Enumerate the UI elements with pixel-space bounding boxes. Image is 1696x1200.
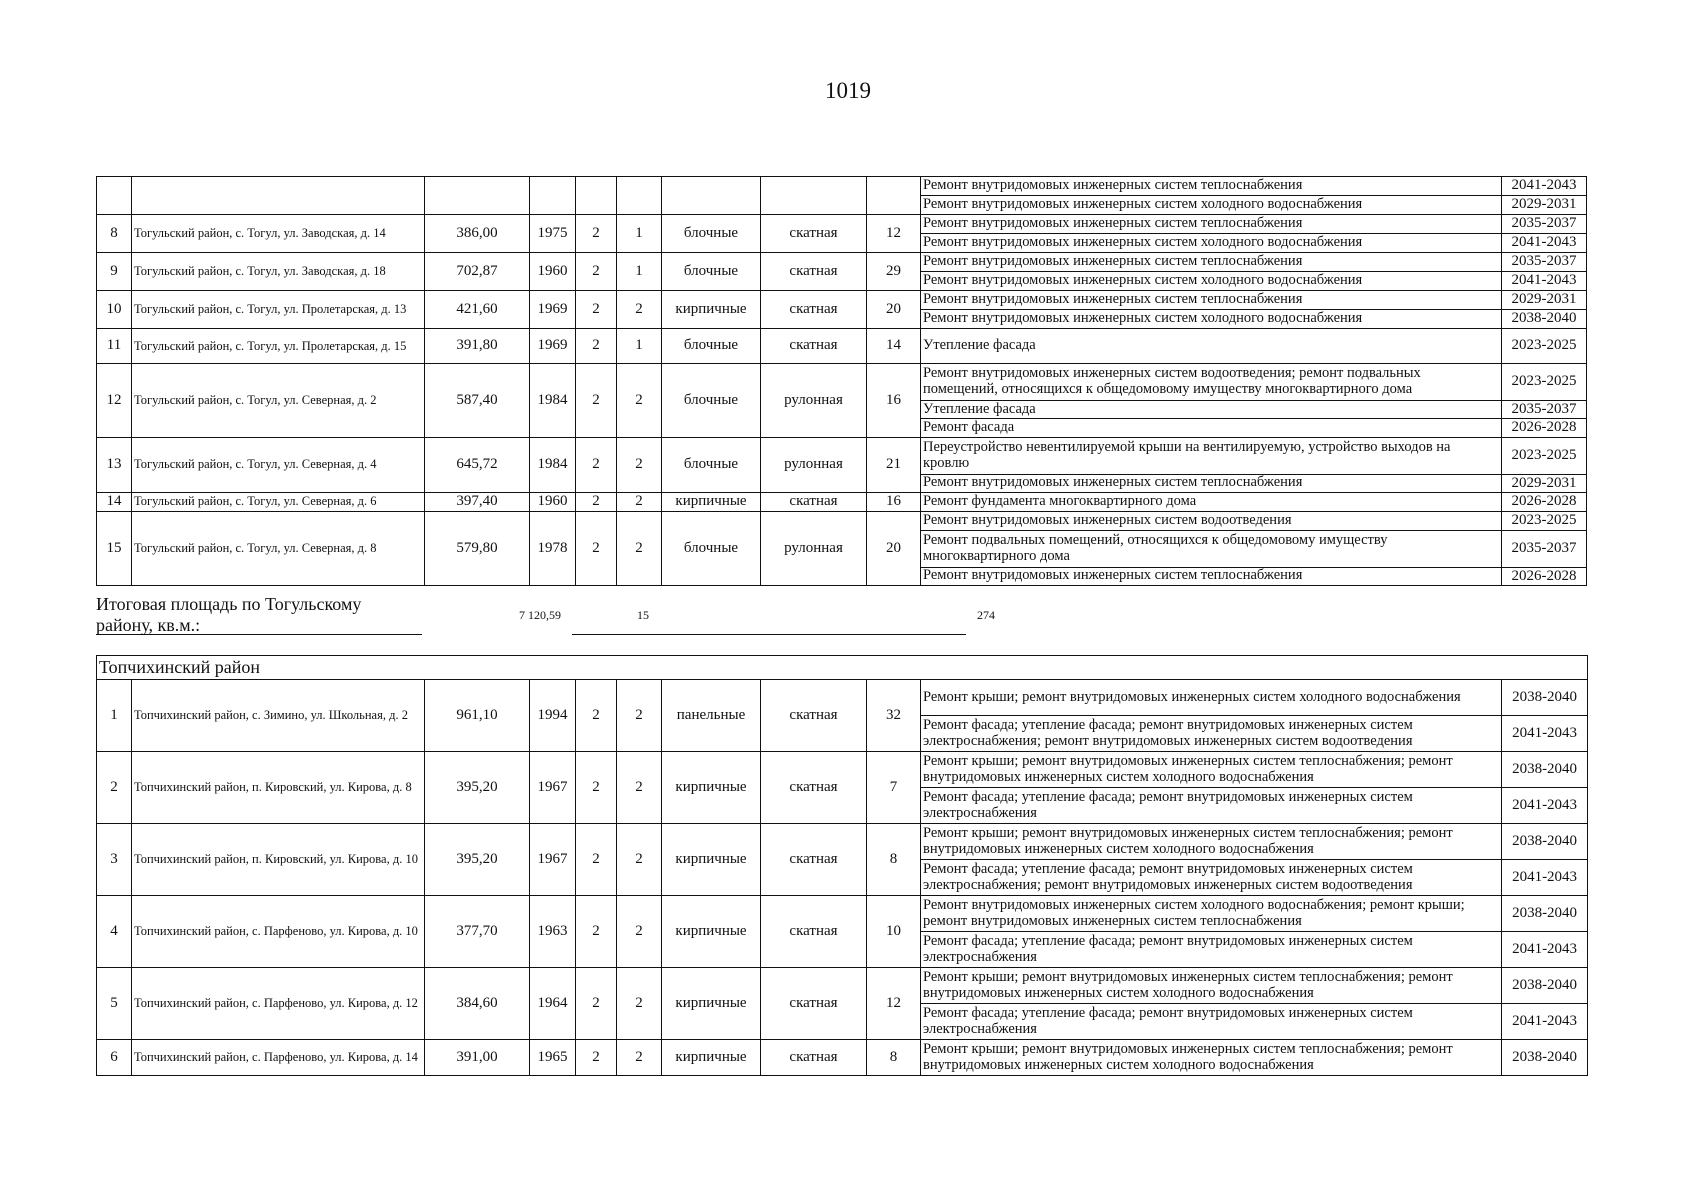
work-period: 2029-2031 [1502,291,1587,310]
floors-cell: 2 [576,680,617,752]
apartments-cell: 16 [867,364,921,438]
apartments-cell: 32 [867,680,921,752]
area-cell: 397,40 [425,492,530,511]
work-period: 2035-2037 [1502,215,1587,234]
work-period: 2023-2025 [1502,364,1587,401]
year-cell [530,177,576,215]
work-period: 2023-2025 [1502,511,1587,530]
work-period: 2035-2037 [1502,530,1587,567]
area-cell: 421,60 [425,291,530,329]
work-description: Ремонт внутридомовых инженерных систем теплоснабжения [921,215,1502,234]
area-cell: 391,00 [425,1040,530,1076]
floors-cell: 2 [576,752,617,824]
roof-cell: скатная [761,215,867,253]
roof-cell [761,177,867,215]
address-cell: Топчихинский район, с. Зимино, ул. Школьная, д. 2 [132,680,425,752]
entrances-cell: 2 [617,824,662,896]
roof-cell: рулонная [761,437,867,492]
row-number: 6 [97,1040,132,1076]
work-period: 2038-2040 [1502,824,1588,860]
table-row [97,437,1587,474]
work-description: Ремонт крыши; ремонт внутридомовых инженерных систем теплоснабжения; ремонт внутридомовых инженерных систем холодного водоснабжения [921,1040,1502,1076]
floors-cell: 2 [576,896,617,968]
apartments-cell: 20 [867,291,921,329]
apartments-cell: 7 [867,752,921,824]
roof-cell: скатная [761,329,867,364]
year-cell: 1960 [530,492,576,511]
floors-cell: 2 [576,492,617,511]
table-row [97,364,1587,401]
area-cell: 702,87 [425,253,530,291]
apartments-cell: 20 [867,511,921,585]
work-description: Ремонт внутридомовых инженерных систем теплоснабжения [921,474,1502,492]
row-number: 1 [97,680,132,752]
apartments-cell: 21 [867,437,921,492]
entrances-cell: 2 [617,364,662,438]
work-period: 2038-2040 [1502,680,1588,716]
table-row [97,291,1587,310]
apartments-cell: 29 [867,253,921,291]
work-description: Ремонт подвальных помещений, относящихся к общедомовому имуществу многоквартирного дома [921,530,1502,567]
year-cell: 1965 [530,1040,576,1076]
apartments-cell: 12 [867,215,921,253]
area-cell: 587,40 [425,364,530,438]
apartments-cell: 16 [867,492,921,511]
area-cell: 645,72 [425,437,530,492]
work-period: 2038-2040 [1502,968,1588,1004]
floors-cell: 2 [576,291,617,329]
walls-cell: блочные [662,215,761,253]
year-cell: 1967 [530,752,576,824]
roof-cell: рулонная [761,364,867,438]
work-period: 2035-2037 [1502,253,1587,272]
roof-cell: скатная [761,680,867,752]
area-cell: 384,60 [425,968,530,1040]
year-cell: 1994 [530,680,576,752]
floors-cell: 2 [576,329,617,364]
work-description: Ремонт внутридомовых инженерных систем холодного водоснабжения [921,196,1502,215]
entrances-cell: 1 [617,215,662,253]
floors-cell: 2 [576,511,617,585]
address-cell: Тогульский район, с. Тогул, ул. Заводская, д. 14 [132,215,425,253]
work-description: Ремонт фасада; утепление фасада; ремонт внутридомовых инженерных систем электроснабжения; ремонт внутридомовых инженерных систем водоотведения [921,860,1502,896]
work-description: Ремонт внутридомовых инженерных систем холодного водоснабжения; ремонт крыши; ремонт внутридомовых инженерных систем теплоснабжения [921,896,1502,932]
walls-cell: блочные [662,511,761,585]
work-description: Утепление фасада [921,401,1502,419]
table-row [97,824,1588,860]
apartments-cell: 8 [867,1040,921,1076]
total-apartments: 274 [977,608,995,622]
work-description: Ремонт внутридомовых инженерных систем водоотведения [921,511,1502,530]
work-period: 2038-2040 [1502,752,1588,788]
area-cell: 961,10 [425,680,530,752]
entrances-cell: 1 [617,329,662,364]
roof-cell: скатная [761,1040,867,1076]
address-cell: Топчихинский район, с. Парфеново, ул. Кирова, д. 10 [132,896,425,968]
work-period: 2026-2028 [1502,419,1587,437]
apartments-cell: 14 [867,329,921,364]
entrances-cell: 2 [617,437,662,492]
address-cell: Тогульский район, с. Тогул, ул. Северная, д. 4 [132,437,425,492]
work-description: Ремонт фасада; утепление фасада; ремонт внутридомовых инженерных систем электроснабжения [921,788,1502,824]
work-description: Ремонт крыши; ремонт внутридомовых инженерных систем теплоснабжения; ремонт внутридомовых инженерных систем холодного водоснабжения [921,968,1502,1004]
row-number: 4 [97,896,132,968]
address-cell: Тогульский район, с. Тогул, ул. Пролетарская, д. 15 [132,329,425,364]
row-number [97,177,132,215]
work-description: Ремонт внутридомовых инженерных систем холодного водоснабжения [921,272,1502,291]
row-number: 11 [97,329,132,364]
row-number: 3 [97,824,132,896]
walls-cell: кирпичные [662,1040,761,1076]
table-row [97,680,1588,716]
walls-cell: кирпичные [662,896,761,968]
work-description: Ремонт внутридомовых инженерных систем теплоснабжения [921,291,1502,310]
table-row [97,896,1588,932]
roof-cell: скатная [761,824,867,896]
work-period: 2026-2028 [1502,492,1587,511]
work-period: 2035-2037 [1502,401,1587,419]
address-cell [132,177,425,215]
address-cell: Тогульский район, с. Тогул, ул. Северная, д. 2 [132,364,425,438]
area-cell: 386,00 [425,215,530,253]
row-number: 12 [97,364,132,438]
row-number: 13 [97,437,132,492]
apartments-cell: 12 [867,968,921,1040]
entrances-cell [617,177,662,215]
work-period: 2026-2028 [1502,567,1587,585]
address-cell: Тогульский район, с. Тогул, ул. Северная, д. 8 [132,511,425,585]
area-cell: 391,80 [425,329,530,364]
work-description: Утепление фасада [921,329,1502,364]
work-period: 2038-2040 [1502,896,1588,932]
entrances-cell: 2 [617,896,662,968]
work-description: Ремонт внутридомовых инженерных систем водоотведения; ремонт подвальных помещений, относящихся к общедомовому имуществу многоквартирного дома [921,364,1502,401]
area-cell: 579,80 [425,511,530,585]
walls-cell: блочные [662,437,761,492]
year-cell: 1975 [530,215,576,253]
row-number: 9 [97,253,132,291]
area-cell: 395,20 [425,752,530,824]
year-cell: 1984 [530,437,576,492]
work-description: Ремонт внутридомовых инженерных систем теплоснабжения [921,567,1502,585]
total-underline [572,634,966,635]
work-description: Переустройство невентилируемой крыши на вентилируемую, устройство выходов на кровлю [921,437,1502,474]
walls-cell: кирпичные [662,752,761,824]
area-cell: 395,20 [425,824,530,896]
work-description: Ремонт внутридомовых инженерных систем холодного водоснабжения [921,310,1502,329]
walls-cell: кирпичные [662,291,761,329]
floors-cell: 2 [576,437,617,492]
floors-cell: 2 [576,364,617,438]
walls-cell: блочные [662,364,761,438]
housing-table-togul [96,176,1587,586]
entrances-cell: 2 [617,511,662,585]
work-description: Ремонт внутридомовых инженерных систем теплоснабжения [921,177,1502,196]
address-cell: Топчихинский район, п. Кировский, ул. Кирова, д. 10 [132,824,425,896]
apartments-cell [867,177,921,215]
work-period: 2041-2043 [1502,177,1587,196]
work-period: 2041-2043 [1502,716,1588,752]
work-period: 2023-2025 [1502,437,1587,474]
address-cell: Топчихинский район, п. Кировский, ул. Кирова, д. 8 [132,752,425,824]
row-number: 2 [97,752,132,824]
entrances-cell: 2 [617,752,662,824]
work-description: Ремонт внутридомовых инженерных систем холодного водоснабжения [921,234,1502,253]
work-period: 2029-2031 [1502,474,1587,492]
year-cell: 1969 [530,329,576,364]
year-cell: 1969 [530,291,576,329]
entrances-cell: 1 [617,253,662,291]
apartments-cell: 10 [867,896,921,968]
walls-cell: блочные [662,329,761,364]
work-description: Ремонт крыши; ремонт внутридомовых инженерных систем теплоснабжения; ремонт внутридомовых инженерных систем холодного водоснабжения [921,752,1502,788]
work-description: Ремонт фасада; утепление фасада; ремонт внутридомовых инженерных систем электроснабжения [921,1004,1502,1040]
entrances-cell: 2 [617,1040,662,1076]
row-number: 10 [97,291,132,329]
roof-cell: скатная [761,492,867,511]
work-period: 2041-2043 [1502,1004,1588,1040]
entrances-cell: 2 [617,492,662,511]
total-underline [96,634,422,635]
table-row [97,511,1587,530]
table-row [97,1040,1588,1076]
floors-cell: 2 [576,215,617,253]
section-title: Топчихинский район [97,656,1588,680]
work-description: Ремонт фасада; утепление фасада; ремонт внутридомовых инженерных систем электроснабжения [921,932,1502,968]
work-description: Ремонт фасада; утепление фасада; ремонт внутридомовых инженерных систем электроснабжения; ремонт внутридомовых инженерных систем водоотведения [921,716,1502,752]
year-cell: 1984 [530,364,576,438]
floors-cell: 2 [576,1040,617,1076]
floors-cell: 2 [576,824,617,896]
work-period: 2038-2040 [1502,310,1587,329]
work-period: 2029-2031 [1502,196,1587,215]
total-label: Итоговая площадь по Тогульскому району, кв.м.: [96,594,362,635]
table-row [97,177,1587,196]
housing-table-topchikha [96,655,1588,1076]
floors-cell: 2 [576,968,617,1040]
year-cell: 1978 [530,511,576,585]
table-row [97,752,1588,788]
table-row [97,968,1588,1004]
work-period: 2041-2043 [1502,932,1588,968]
total-area: 7 120,59 [519,608,561,622]
table-row [97,492,1587,511]
area-cell [425,177,530,215]
floors-cell [576,177,617,215]
work-period: 2023-2025 [1502,329,1587,364]
address-cell: Топчихинский район, с. Парфеново, ул. Кирова, д. 14 [132,1040,425,1076]
table-row [97,329,1587,364]
year-cell: 1963 [530,896,576,968]
table-row [97,253,1587,272]
total-row [96,594,1586,638]
floors-cell: 2 [576,253,617,291]
address-cell: Тогульский район, с. Тогул, ул. Северная, д. 6 [132,492,425,511]
address-cell: Тогульский район, с. Тогул, ул. Пролетарская, д. 13 [132,291,425,329]
total-blocks: 15 [637,608,649,622]
row-number: 8 [97,215,132,253]
roof-cell: рулонная [761,511,867,585]
work-description: Ремонт крыши; ремонт внутридомовых инженерных систем холодного водоснабжения [921,680,1502,716]
table-row [97,215,1587,234]
walls-cell: панельные [662,680,761,752]
work-period: 2038-2040 [1502,1040,1588,1076]
work-period: 2041-2043 [1502,272,1587,291]
area-cell: 377,70 [425,896,530,968]
walls-cell [662,177,761,215]
address-cell: Топчихинский район, с. Парфеново, ул. Кирова, д. 12 [132,968,425,1040]
entrances-cell: 2 [617,680,662,752]
roof-cell: скатная [761,968,867,1040]
work-period: 2041-2043 [1502,860,1588,896]
row-number: 15 [97,511,132,585]
work-period: 2041-2043 [1502,234,1587,253]
work-description: Ремонт фундамента многоквартирного дома [921,492,1502,511]
year-cell: 1967 [530,824,576,896]
work-description: Ремонт крыши; ремонт внутридомовых инженерных систем теплоснабжения; ремонт внутридомовых инженерных систем холодного водоснабжения [921,824,1502,860]
apartments-cell: 8 [867,824,921,896]
walls-cell: кирпичные [662,824,761,896]
address-cell: Тогульский район, с. Тогул, ул. Заводская, д. 18 [132,253,425,291]
roof-cell: скатная [761,253,867,291]
work-period: 2041-2043 [1502,788,1588,824]
walls-cell: кирпичные [662,968,761,1040]
year-cell: 1960 [530,253,576,291]
entrances-cell: 2 [617,291,662,329]
page-number: 1019 [825,78,871,103]
roof-cell: скатная [761,291,867,329]
entrances-cell: 2 [617,968,662,1040]
roof-cell: скатная [761,896,867,968]
row-number: 14 [97,492,132,511]
year-cell: 1964 [530,968,576,1040]
work-description: Ремонт фасада [921,419,1502,437]
roof-cell: скатная [761,752,867,824]
walls-cell: блочные [662,253,761,291]
walls-cell: кирпичные [662,492,761,511]
work-description: Ремонт внутридомовых инженерных систем теплоснабжения [921,253,1502,272]
row-number: 5 [97,968,132,1040]
